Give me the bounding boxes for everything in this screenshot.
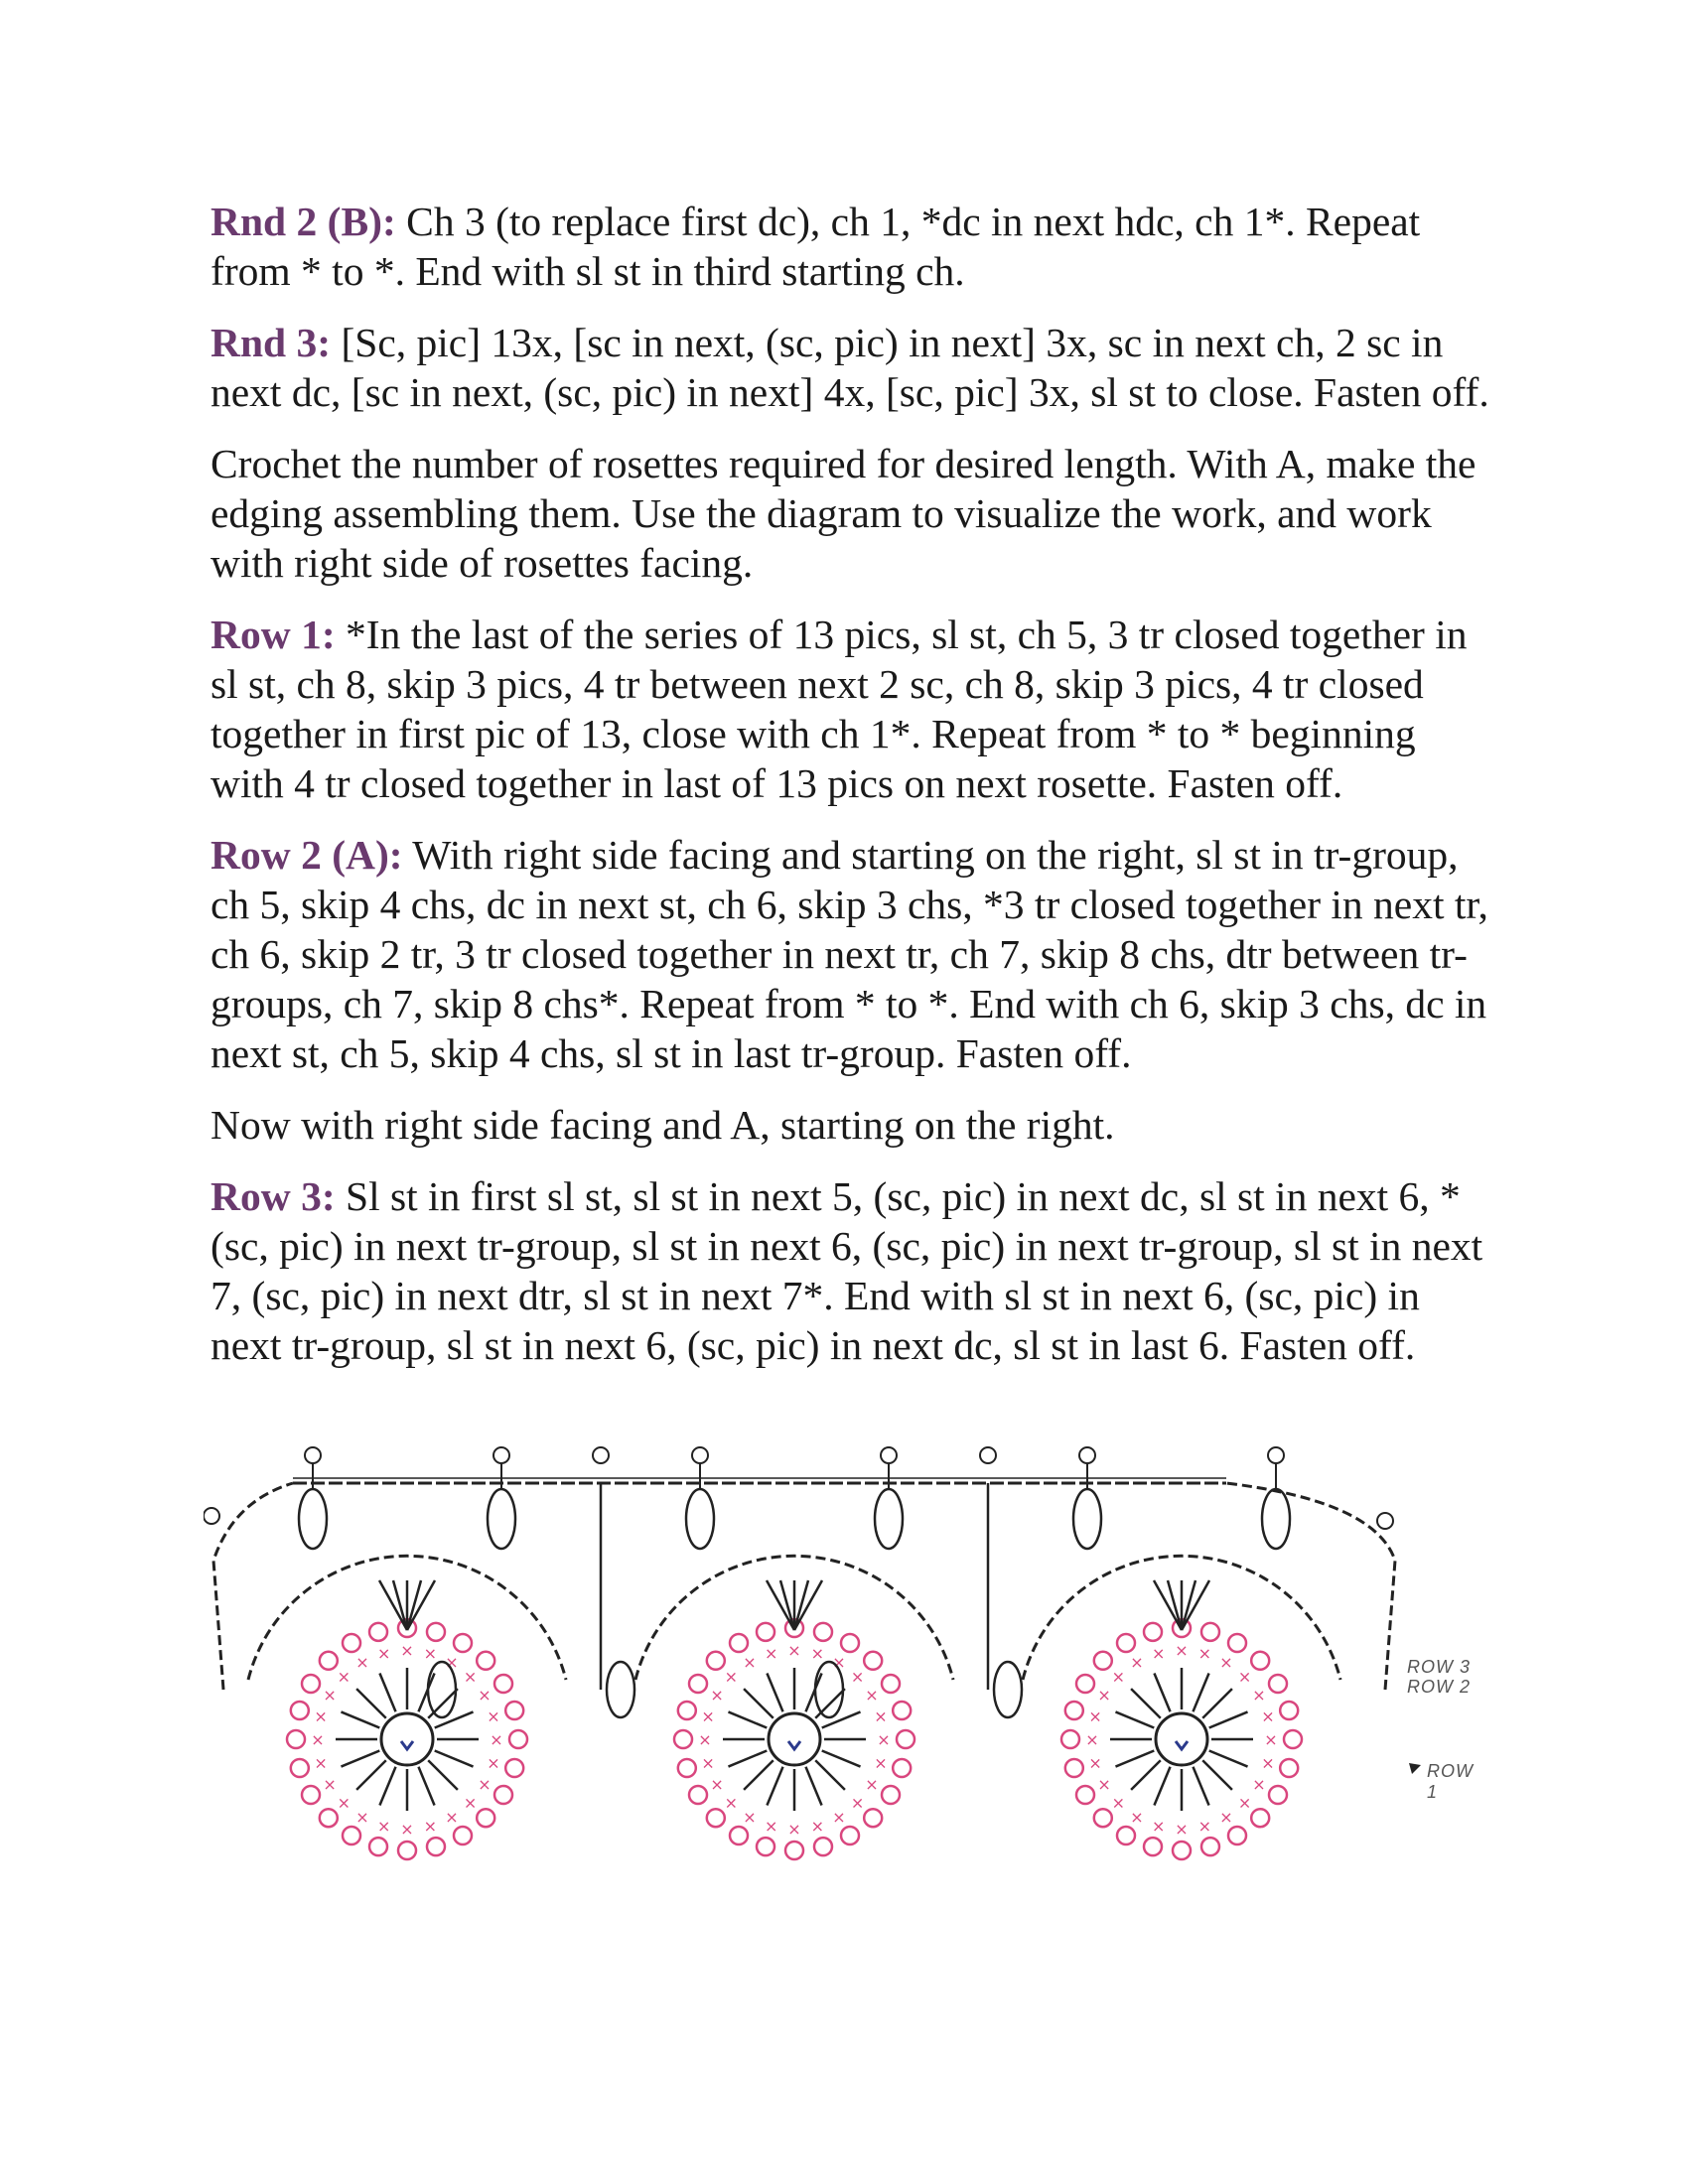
picot-icon	[505, 1759, 523, 1777]
dc-spoke	[1154, 1767, 1170, 1806]
sc-mark-icon: ×	[487, 1706, 500, 1726]
sc-mark-icon: ×	[337, 1793, 352, 1813]
picot-icon	[1269, 1786, 1287, 1804]
picot-icon	[1117, 1827, 1135, 1844]
dc-spoke	[435, 1750, 474, 1766]
sc-mark-icon: ×	[445, 1807, 459, 1827]
tr-group-icon	[488, 1489, 515, 1549]
instruction-rnd-3	[211, 318, 1491, 417]
picot-icon	[427, 1623, 445, 1641]
tr-group-icon	[815, 1662, 843, 1717]
picot-icon	[204, 1508, 219, 1524]
tr-fan-stitch	[379, 1580, 407, 1630]
picot-icon	[1228, 1827, 1246, 1844]
picot-icon	[1251, 1652, 1269, 1670]
picot-icon	[1076, 1675, 1094, 1693]
dc-spoke	[805, 1767, 821, 1806]
picot-icon	[882, 1675, 900, 1693]
sc-mark-icon: ×	[463, 1793, 478, 1813]
sc-mark-icon: ×	[810, 1644, 824, 1664]
picot-icon	[1280, 1759, 1298, 1777]
dc-spoke	[1193, 1673, 1208, 1711]
dc-spoke	[1115, 1750, 1154, 1766]
dc-spoke	[1193, 1767, 1208, 1806]
sc-mark-icon: ×	[323, 1686, 337, 1705]
picot-icon	[757, 1838, 774, 1855]
dc-spoke	[1115, 1711, 1154, 1727]
sc-mark-icon: ×	[478, 1686, 492, 1705]
picot-icon	[1065, 1759, 1083, 1777]
picot-icon	[505, 1702, 523, 1719]
sc-mark-icon: ×	[1261, 1753, 1275, 1773]
sc-mark-icon: ×	[314, 1753, 328, 1773]
dc-spoke	[805, 1673, 821, 1711]
tr-group-icon	[1262, 1489, 1290, 1549]
picot-icon	[1377, 1513, 1393, 1529]
sc-mark-icon: ×	[1237, 1793, 1252, 1813]
crochet-chart-svg	[204, 1441, 1484, 1908]
row-3-label: ROW 3	[1407, 1657, 1472, 1677]
picot-icon	[1201, 1623, 1219, 1641]
picot-icon	[1173, 1842, 1191, 1859]
picot-icon	[864, 1652, 882, 1670]
instruction-row-3	[211, 1171, 1491, 1370]
sc-mark-icon: ×	[1152, 1644, 1166, 1664]
dc-spoke	[1209, 1711, 1248, 1727]
picot-icon	[287, 1730, 305, 1748]
picot-icon	[707, 1652, 725, 1670]
row-2-label: ROW 2	[1407, 1677, 1472, 1697]
picot-icon	[1144, 1838, 1162, 1855]
picot-icon	[343, 1827, 360, 1844]
sc-mark-icon: ×	[377, 1816, 391, 1836]
sc-mark-icon: ×	[701, 1753, 715, 1773]
instruction-label: Row 1:	[211, 612, 336, 657]
sc-mark-icon: ×	[1130, 1653, 1144, 1673]
picot-icon	[757, 1623, 774, 1641]
picot-icon	[1117, 1634, 1135, 1652]
picot-icon	[494, 1786, 512, 1804]
sc-mark-icon: ×	[832, 1807, 846, 1827]
sc-mark-icon: ×	[743, 1653, 757, 1673]
rosette	[1023, 1447, 1340, 1859]
dc-spoke	[418, 1767, 434, 1806]
picot-icon	[477, 1652, 494, 1670]
picot-icon	[454, 1827, 472, 1844]
picot-icon	[509, 1730, 527, 1748]
picot-icon	[1079, 1447, 1095, 1463]
row-1-arrow-icon	[1407, 1761, 1423, 1777]
picot-icon	[730, 1827, 748, 1844]
sc-mark-icon: ×	[874, 1706, 888, 1726]
sc-mark-icon: ×	[832, 1653, 846, 1673]
dc-spoke	[767, 1767, 782, 1806]
dc-spoke	[822, 1750, 861, 1766]
instruction-label: Rnd 2 (B):	[211, 199, 396, 244]
center-ring	[1156, 1713, 1207, 1765]
picot-icon	[1201, 1838, 1219, 1855]
tr-group-icon	[686, 1489, 714, 1549]
sc-mark-icon: ×	[423, 1816, 437, 1836]
picot-icon	[785, 1842, 803, 1859]
sc-mark-icon: ×	[337, 1667, 352, 1687]
picot-icon	[454, 1634, 472, 1652]
picot-icon	[730, 1634, 748, 1652]
picot-icon	[1076, 1786, 1094, 1804]
instruction-note	[211, 1100, 1491, 1150]
dc-spoke	[341, 1711, 379, 1727]
instruction-assembly	[211, 439, 1491, 588]
picot-icon	[689, 1786, 707, 1804]
sc-mark-icon: ×	[850, 1793, 865, 1813]
picot-icon	[1251, 1809, 1269, 1827]
sc-mark-icon: ×	[323, 1775, 337, 1794]
picot-icon	[291, 1759, 309, 1777]
sc-mark-icon: ×	[710, 1686, 724, 1705]
center-ring	[769, 1713, 820, 1765]
sc-mark-icon: ×	[1085, 1730, 1099, 1749]
sc-mark-icon: ×	[463, 1667, 478, 1687]
sc-mark-icon: ×	[1111, 1793, 1126, 1813]
picot-icon	[593, 1447, 609, 1463]
picot-icon	[893, 1702, 911, 1719]
sc-mark-icon: ×	[423, 1644, 437, 1664]
picot-icon	[897, 1730, 914, 1748]
picot-icon	[427, 1838, 445, 1855]
dc-spoke	[822, 1711, 861, 1727]
instruction-text: With right side facing and starting on the right, sl st in tr-group, ch 5, skip 4 chs, dc in next st, ch 6, skip 3 chs, *3 tr closed together in next tr, ch 6, skip 2 tr, 3 tr closed together in next tr, ch 7, skip 8 chs, dtr between tr-groups, ch 7, skip 8 chs*. Repeat from * to *. End with ch 6, skip 3 chs, dc in next st, ch 5, skip 4 chs, sl st in last tr-group. Fasten off.	[211, 832, 1488, 1076]
picot-icon	[814, 1623, 832, 1641]
picot-icon	[369, 1623, 387, 1641]
dc-spoke	[428, 1760, 458, 1790]
sc-mark-icon: ×	[1088, 1753, 1102, 1773]
picot-icon	[1280, 1702, 1298, 1719]
sc-mark-icon: ×	[1261, 1706, 1275, 1726]
rosette	[248, 1447, 566, 1859]
dc-spoke	[728, 1711, 767, 1727]
dc-spoke	[418, 1673, 434, 1711]
tr-fan-stitch	[407, 1580, 435, 1630]
picot-icon	[1268, 1447, 1284, 1463]
picot-icon	[1094, 1652, 1112, 1670]
picot-icon	[1269, 1675, 1287, 1693]
sc-mark-icon: ×	[701, 1706, 715, 1726]
dc-spoke	[1209, 1750, 1248, 1766]
instruction-label: Row 2 (A):	[211, 832, 403, 878]
tr-fan-stitch	[1182, 1580, 1209, 1630]
picot-icon	[814, 1838, 832, 1855]
dc-spoke	[1202, 1760, 1232, 1790]
sc-mark-icon: ×	[400, 1820, 414, 1839]
picot-icon	[302, 1675, 320, 1693]
sc-mark-icon: ×	[490, 1730, 503, 1749]
picot-icon	[674, 1730, 692, 1748]
instruction-rnd-2	[211, 197, 1491, 296]
sc-mark-icon: ×	[877, 1730, 891, 1749]
picot-icon	[980, 1447, 996, 1463]
dc-spoke	[728, 1750, 767, 1766]
tr-group-icon	[428, 1662, 456, 1717]
sc-mark-icon: ×	[1175, 1641, 1189, 1660]
row-1-label: ROW 1	[1427, 1761, 1474, 1802]
sc-mark-icon: ×	[400, 1641, 414, 1660]
sc-mark-icon: ×	[1175, 1820, 1189, 1839]
picot-icon	[1284, 1730, 1302, 1748]
picot-icon	[320, 1652, 338, 1670]
picot-icon	[1094, 1809, 1112, 1827]
dc-spoke	[744, 1689, 774, 1718]
sc-mark-icon: ×	[1219, 1807, 1233, 1827]
picot-icon	[320, 1809, 338, 1827]
sc-mark-icon: ×	[311, 1730, 325, 1749]
sc-mark-icon: ×	[1197, 1816, 1211, 1836]
dc-spoke	[767, 1673, 782, 1711]
picot-icon	[882, 1786, 900, 1804]
picot-icon	[881, 1447, 897, 1463]
dc-spoke	[815, 1760, 845, 1790]
dc-spoke	[341, 1750, 379, 1766]
sc-mark-icon: ×	[478, 1775, 492, 1794]
sc-mark-icon: ×	[874, 1753, 888, 1773]
picot-icon	[1061, 1730, 1079, 1748]
sc-mark-icon: ×	[1197, 1644, 1211, 1664]
sc-mark-icon: ×	[787, 1820, 801, 1839]
picot-icon	[841, 1634, 859, 1652]
sc-mark-icon: ×	[1264, 1730, 1278, 1749]
sc-mark-icon: ×	[865, 1686, 879, 1705]
picot-icon	[369, 1838, 387, 1855]
picot-icon	[302, 1786, 320, 1804]
tr-fan-stitch	[1154, 1580, 1182, 1630]
end-chain-left	[213, 1483, 293, 1690]
sc-mark-icon: ×	[314, 1706, 328, 1726]
dc-spoke	[1202, 1689, 1232, 1718]
picot-icon	[893, 1759, 911, 1777]
sc-mark-icon: ×	[810, 1816, 824, 1836]
sc-mark-icon: ×	[743, 1807, 757, 1827]
dc-spoke	[379, 1673, 395, 1711]
sc-mark-icon: ×	[377, 1644, 391, 1664]
instruction-label: Row 3:	[211, 1173, 336, 1219]
tr-group-icon	[607, 1662, 634, 1717]
tr-fan-stitch	[794, 1580, 822, 1630]
picot-icon	[398, 1842, 416, 1859]
sc-mark-icon: ×	[1130, 1807, 1144, 1827]
instruction-text: Ch 3 (to replace first dc), ch 1, *dc in next hdc, ch 1*. Repeat from * to *. End with sl st in third starting ch.	[211, 199, 1421, 294]
sc-mark-icon: ×	[1219, 1653, 1233, 1673]
sc-mark-icon: ×	[850, 1667, 865, 1687]
instruction-label: Rnd 3:	[211, 320, 332, 365]
dc-spoke	[1131, 1760, 1161, 1790]
dc-spoke	[1154, 1673, 1170, 1711]
dc-spoke	[379, 1767, 395, 1806]
picot-icon	[678, 1702, 696, 1719]
picot-icon	[477, 1809, 494, 1827]
sc-mark-icon: ×	[355, 1653, 369, 1673]
picot-icon	[1065, 1702, 1083, 1719]
sc-mark-icon: ×	[724, 1793, 739, 1813]
tr-group-icon	[299, 1489, 327, 1549]
picot-icon	[692, 1447, 708, 1463]
tr-group-icon	[1073, 1489, 1101, 1549]
center-mark-icon	[788, 1741, 800, 1749]
picot-icon	[1144, 1623, 1162, 1641]
instruction-text: Crochet the number of rosettes required for desired length. With A, make the edging assembling them. Use the diagram to visualize the work, and work with right side of rosettes facing.	[211, 441, 1477, 586]
dc-spoke	[356, 1760, 386, 1790]
dc-spoke	[744, 1760, 774, 1790]
picot-icon	[494, 1675, 512, 1693]
sc-mark-icon: ×	[1252, 1686, 1266, 1705]
picot-icon	[678, 1759, 696, 1777]
sc-mark-icon: ×	[710, 1775, 724, 1794]
sc-mark-icon: ×	[355, 1807, 369, 1827]
sc-mark-icon: ×	[445, 1653, 459, 1673]
sc-mark-icon: ×	[487, 1753, 500, 1773]
sc-mark-icon: ×	[1252, 1775, 1266, 1794]
instruction-text: Now with right side facing and A, starting on the right.	[211, 1102, 1115, 1148]
tr-group-icon	[875, 1489, 903, 1549]
sc-mark-icon: ×	[724, 1667, 739, 1687]
picot-icon	[707, 1809, 725, 1827]
sc-mark-icon: ×	[787, 1641, 801, 1660]
sc-mark-icon: ×	[765, 1816, 778, 1836]
center-mark-icon	[1176, 1741, 1188, 1749]
picot-icon	[291, 1702, 309, 1719]
tr-fan-stitch	[767, 1580, 794, 1630]
instruction-row-2	[211, 830, 1491, 1078]
picot-icon	[493, 1447, 509, 1463]
dc-spoke	[1131, 1689, 1161, 1718]
instruction-text: *In the last of the series of 13 pics, sl st, ch 5, 3 tr closed together in sl st, ch 8, skip 3 pics, 4 tr between next 2 sc, ch 8, skip 3 pics, 4 tr closed together in first pic of 13, close with ch 1*. Repeat from * to * beginning with 4 tr closed together in last of 13 pics on next rosette. Fasten off.	[211, 612, 1468, 806]
instruction-row-1	[211, 610, 1491, 808]
sc-mark-icon: ×	[765, 1644, 778, 1664]
picot-icon	[841, 1827, 859, 1844]
sc-mark-icon: ×	[1152, 1816, 1166, 1836]
sc-mark-icon: ×	[1097, 1775, 1111, 1794]
instruction-text: Sl st in first sl st, sl st in next 5, (sc, pic) in next dc, sl st in next 6, * (sc, pic) in next tr-group, sl st in next 6, (sc, pic) in next tr-group, sl st in next 7, (sc, pic) in next dtr, sl st in next 7*. End with sl st in next 6, (sc, pic) in next tr-group, sl st in next 6, (sc, pic) in next dc, sl st in last 6. Fasten off.	[211, 1173, 1483, 1368]
rosette	[635, 1447, 953, 1859]
instructions	[211, 197, 1491, 1392]
center-mark-icon	[401, 1741, 413, 1749]
crochet-diagram	[204, 1441, 1484, 1908]
picot-icon	[689, 1675, 707, 1693]
picot-icon	[864, 1809, 882, 1827]
tr-group-icon	[994, 1662, 1022, 1717]
sc-mark-icon: ×	[1088, 1706, 1102, 1726]
sc-mark-icon: ×	[865, 1775, 879, 1794]
picot-icon	[1228, 1634, 1246, 1652]
picot-icon	[305, 1447, 321, 1463]
sc-mark-icon: ×	[1097, 1686, 1111, 1705]
sc-mark-icon: ×	[1111, 1667, 1126, 1687]
sc-mark-icon: ×	[698, 1730, 712, 1749]
center-ring	[381, 1713, 433, 1765]
sc-mark-icon: ×	[1237, 1667, 1252, 1687]
instruction-text: [Sc, pic] 13x, [sc in next, (sc, pic) in next] 3x, sc in next ch, 2 sc in next dc, [sc in next, (sc, pic) in next] 4x, [sc, pic] 3x, sl st to close. Fasten off.	[211, 320, 1489, 415]
picot-icon	[343, 1634, 360, 1652]
dc-spoke	[356, 1689, 386, 1718]
dc-spoke	[435, 1711, 474, 1727]
